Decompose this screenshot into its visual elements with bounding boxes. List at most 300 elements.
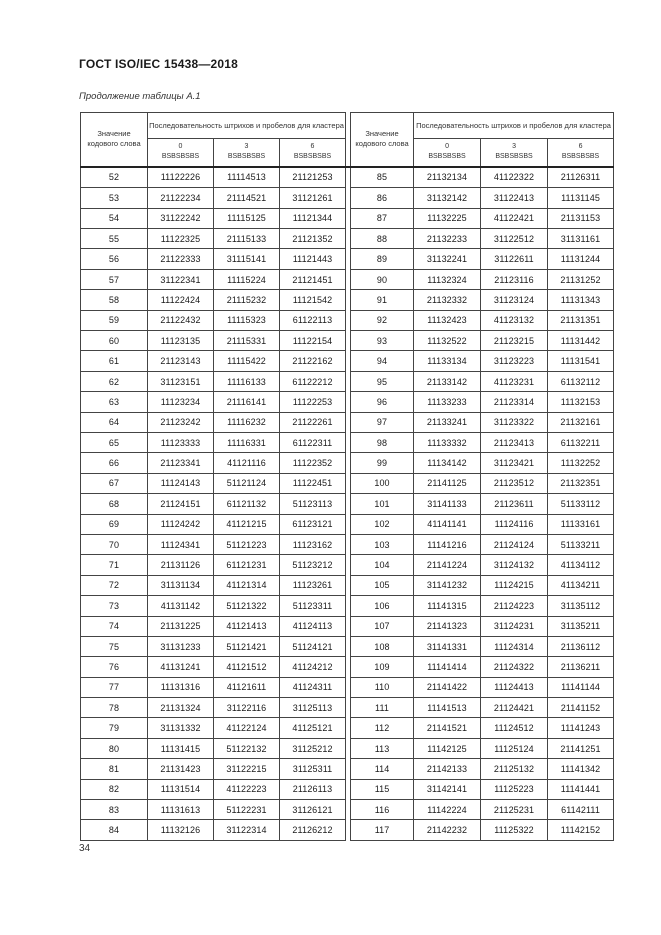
right-cluster-3-sequence-cell: 11124314	[481, 636, 548, 656]
right-codeword-value-cell: 113	[351, 738, 414, 758]
right-cluster-3-sequence-cell: 41122421	[481, 208, 548, 228]
table-row	[81, 473, 614, 493]
left-cluster-6-sequence-cell: 41124113	[280, 616, 346, 636]
left-cluster-0-sequence-cell: 21122234	[148, 188, 214, 208]
left-cluster-3-sequence-cell: 41121314	[214, 575, 280, 595]
right-cluster-0-sequence-cell: 21132332	[414, 290, 481, 310]
document-title: ГОСТ ISO/IEC 15438—2018	[79, 57, 239, 71]
left-codeword-value-cell: 72	[81, 575, 148, 595]
right-cluster-0-sequence-cell: 11142125	[414, 738, 481, 758]
left-cluster-6-sequence-cell: 31125113	[280, 698, 346, 718]
right-codeword-value-cell: 93	[351, 331, 414, 351]
right-cluster-3-sequence-cell: 41123132	[481, 310, 548, 330]
right-cluster-0-sequence-cell: 11132225	[414, 208, 481, 228]
table-row	[81, 759, 614, 779]
left-cluster-6-sequence-cell: 61122212	[280, 371, 346, 391]
left-codeword-value-cell: 53	[81, 188, 148, 208]
left-cluster-6-sequence-cell: 11123162	[280, 534, 346, 554]
table-row	[81, 433, 614, 453]
left-cluster-3-sequence-cell: 41121611	[214, 677, 280, 697]
left-codeword-value-cell: 82	[81, 779, 148, 799]
right-cluster-6-sequence-cell: 41134211	[548, 575, 614, 595]
left-cluster-3-sequence-cell: 11115422	[214, 351, 280, 371]
right-cluster-0-sequence-cell: 11141315	[414, 596, 481, 616]
right-codeword-value-cell: 110	[351, 677, 414, 697]
right-codeword-value-cell: 117	[351, 820, 414, 841]
left-cluster-0-sequence-cell: 11123135	[148, 331, 214, 351]
table-row	[81, 657, 614, 677]
left-cluster-3-sequence-cell: 51122231	[214, 800, 280, 820]
left-cluster-0-sequence-cell: 11123234	[148, 392, 214, 412]
right-codeword-value-cell: 89	[351, 249, 414, 269]
table-row	[81, 249, 614, 269]
left-cluster-3-sequence-cell: 21114521	[214, 188, 280, 208]
left-codeword-value-cell: 64	[81, 412, 148, 432]
right-cluster-6-sequence-cell: 21136211	[548, 657, 614, 677]
left-cluster-3-sequence-cell: 31122116	[214, 698, 280, 718]
right-cluster-6-sequence-cell: 11131541	[548, 351, 614, 371]
left-cluster-6-sequence-cell: 11122154	[280, 331, 346, 351]
right-cluster-3-sequence-cell: 11125223	[481, 779, 548, 799]
left-cluster-6-sequence-cell: 41124212	[280, 657, 346, 677]
left-cluster-0-sequence-cell: 21131324	[148, 698, 214, 718]
right-cluster-6-sequence-cell: 11131244	[548, 249, 614, 269]
table-row	[81, 208, 614, 228]
table-row	[81, 698, 614, 718]
table-row	[81, 331, 614, 351]
left-cluster-3-sequence-cell: 41122124	[214, 718, 280, 738]
left-cluster-3-sequence-cell: 11115125	[214, 208, 280, 228]
left-cluster-6-sequence-cell: 21122261	[280, 412, 346, 432]
right-cluster-0-sequence-cell: 11142224	[414, 800, 481, 820]
left-cluster-3-sequence-cell: 21115232	[214, 290, 280, 310]
right-cluster-0-sequence-cell: 41141141	[414, 514, 481, 534]
left-cluster-6-sequence-cell: 51123311	[280, 596, 346, 616]
left-cluster-0-sequence-cell: 31131134	[148, 575, 214, 595]
table-body	[81, 167, 614, 841]
left-cluster-6-sequence-cell: 61122311	[280, 433, 346, 453]
left-cluster-3-sequence-cell: 31122215	[214, 759, 280, 779]
left-codeword-value-cell: 61	[81, 351, 148, 371]
left-cluster-0-sequence-cell: 11131613	[148, 800, 214, 820]
right-cluster-0-sequence-cell: 21141125	[414, 473, 481, 493]
left-cluster-6-sequence-cell: 51123113	[280, 494, 346, 514]
left-cluster-6-sequence-cell: 21121451	[280, 269, 346, 289]
right-cluster-6-sequence-cell: 51133211	[548, 534, 614, 554]
table-row	[81, 820, 614, 841]
left-cluster-3-sequence-cell: 41122223	[214, 779, 280, 799]
table-row	[81, 779, 614, 799]
right-cluster-0-sequence-cell: 11141414	[414, 657, 481, 677]
left-codeword-value-cell: 69	[81, 514, 148, 534]
right-cluster-0-sequence-cell: 31142141	[414, 779, 481, 799]
right-codeword-value-cell: 105	[351, 575, 414, 595]
right-cluster-3-sequence-cell: 21123413	[481, 433, 548, 453]
left-cluster-6-sequence-cell: 41125121	[280, 718, 346, 738]
right-cluster-6-sequence-cell: 21131153	[548, 208, 614, 228]
left-cluster-3-sequence-cell: 11114513	[214, 167, 280, 188]
right-cluster-3-sequence-cell: 31123421	[481, 453, 548, 473]
right-cluster-6-sequence-cell: 31135112	[548, 596, 614, 616]
left-codeword-value-cell: 81	[81, 759, 148, 779]
right-cluster-0-sequence-cell: 21141323	[414, 616, 481, 636]
right-cluster-6-sequence-cell: 11131343	[548, 290, 614, 310]
left-codeword-value-cell: 71	[81, 555, 148, 575]
right-cluster-6-sequence-cell: 11142152	[548, 820, 614, 841]
left-codeword-value-cell: 54	[81, 208, 148, 228]
right-cluster-0-sequence-cell: 11141216	[414, 534, 481, 554]
table-row	[81, 636, 614, 656]
table-row	[81, 534, 614, 554]
cluster-number: 3	[512, 143, 516, 151]
left-codeword-value-cell: 56	[81, 249, 148, 269]
right-cluster-6-sequence-cell: 31131161	[548, 229, 614, 249]
right-cluster-0-sequence-cell: 21133142	[414, 371, 481, 391]
right-cluster-6-sequence-cell: 21136112	[548, 636, 614, 656]
table-row	[81, 718, 614, 738]
left-cluster-0-sequence-cell: 11131415	[148, 738, 214, 758]
right-cluster-0-sequence-cell: 11132324	[414, 269, 481, 289]
left-cluster-6-sequence-cell: 31126121	[280, 800, 346, 820]
right-cluster-3-sequence-cell: 31124132	[481, 555, 548, 575]
left-cluster-6-sequence-cell: 11123261	[280, 575, 346, 595]
right-cluster-3-sequence-cell: 21123215	[481, 331, 548, 351]
header-cluster-6-left	[280, 139, 346, 167]
table-row	[81, 453, 614, 473]
right-cluster-3-sequence-cell: 41122322	[481, 167, 548, 188]
right-codeword-value-cell: 86	[351, 188, 414, 208]
right-cluster-0-sequence-cell: 21141521	[414, 718, 481, 738]
right-cluster-0-sequence-cell: 21133241	[414, 412, 481, 432]
right-cluster-3-sequence-cell: 31122512	[481, 229, 548, 249]
right-codeword-value-cell: 100	[351, 473, 414, 493]
right-codeword-value-cell: 114	[351, 759, 414, 779]
left-cluster-0-sequence-cell: 11122226	[148, 167, 214, 188]
right-cluster-3-sequence-cell: 31122611	[481, 249, 548, 269]
right-cluster-3-sequence-cell: 21123512	[481, 473, 548, 493]
left-cluster-3-sequence-cell: 41121116	[214, 453, 280, 473]
cluster-pattern: BSBSBSBS	[161, 153, 200, 161]
cluster-number: 6	[578, 143, 583, 151]
left-cluster-6-sequence-cell: 41124311	[280, 677, 346, 697]
header-cluster-3-left	[214, 139, 280, 167]
header-sequence-left: Последовательность штрихов и пробелов для кластера	[148, 113, 346, 139]
left-cluster-0-sequence-cell: 31122242	[148, 208, 214, 228]
right-cluster-3-sequence-cell: 21124124	[481, 534, 548, 554]
right-cluster-6-sequence-cell: 11141342	[548, 759, 614, 779]
right-codeword-value-cell: 115	[351, 779, 414, 799]
left-codeword-value-cell: 66	[81, 453, 148, 473]
left-cluster-3-sequence-cell: 21115133	[214, 229, 280, 249]
right-cluster-6-sequence-cell: 11141243	[548, 718, 614, 738]
right-cluster-3-sequence-cell: 11124512	[481, 718, 548, 738]
right-cluster-0-sequence-cell: 11134142	[414, 453, 481, 473]
right-cluster-0-sequence-cell: 11133332	[414, 433, 481, 453]
right-cluster-3-sequence-cell: 11124116	[481, 514, 548, 534]
right-cluster-6-sequence-cell: 21141251	[548, 738, 614, 758]
left-cluster-6-sequence-cell: 21122162	[280, 351, 346, 371]
right-cluster-6-sequence-cell: 21131252	[548, 269, 614, 289]
right-codeword-value-cell: 108	[351, 636, 414, 656]
right-cluster-3-sequence-cell: 21124322	[481, 657, 548, 677]
right-cluster-6-sequence-cell: 21131351	[548, 310, 614, 330]
right-codeword-value-cell: 96	[351, 392, 414, 412]
header-cluster-6-right	[548, 139, 614, 167]
right-cluster-3-sequence-cell: 31124231	[481, 616, 548, 636]
left-cluster-3-sequence-cell: 51122132	[214, 738, 280, 758]
table-row	[81, 371, 614, 391]
table-row	[81, 800, 614, 820]
left-cluster-3-sequence-cell: 61121132	[214, 494, 280, 514]
left-cluster-6-sequence-cell: 21121253	[280, 167, 346, 188]
left-cluster-6-sequence-cell: 21121352	[280, 229, 346, 249]
cluster-pattern: BSBSBSBS	[227, 153, 266, 161]
right-cluster-3-sequence-cell: 31123223	[481, 351, 548, 371]
cluster-pattern: BSBSBSBS	[561, 153, 600, 161]
right-cluster-0-sequence-cell: 11141513	[414, 698, 481, 718]
cluster-number: 0	[445, 143, 449, 151]
left-cluster-0-sequence-cell: 11124242	[148, 514, 214, 534]
left-cluster-0-sequence-cell: 21123242	[148, 412, 214, 432]
right-cluster-0-sequence-cell: 21141224	[414, 555, 481, 575]
left-codeword-value-cell: 73	[81, 596, 148, 616]
left-cluster-0-sequence-cell: 11124143	[148, 473, 214, 493]
left-cluster-0-sequence-cell: 31123151	[148, 371, 214, 391]
left-cluster-0-sequence-cell: 11131316	[148, 677, 214, 697]
left-cluster-0-sequence-cell: 21122333	[148, 249, 214, 269]
left-codeword-value-cell: 62	[81, 371, 148, 391]
table-row	[81, 555, 614, 575]
right-cluster-6-sequence-cell: 11132153	[548, 392, 614, 412]
left-cluster-3-sequence-cell: 11116232	[214, 412, 280, 432]
table-row	[81, 596, 614, 616]
right-cluster-3-sequence-cell: 31123124	[481, 290, 548, 310]
right-cluster-6-sequence-cell: 11131442	[548, 331, 614, 351]
left-cluster-3-sequence-cell: 41121512	[214, 657, 280, 677]
table-row	[81, 392, 614, 412]
left-cluster-3-sequence-cell: 21115331	[214, 331, 280, 351]
left-cluster-6-sequence-cell: 11121344	[280, 208, 346, 228]
right-cluster-6-sequence-cell: 61142111	[548, 800, 614, 820]
left-cluster-0-sequence-cell: 21122432	[148, 310, 214, 330]
right-codeword-value-cell: 104	[351, 555, 414, 575]
right-cluster-0-sequence-cell: 31132142	[414, 188, 481, 208]
right-cluster-6-sequence-cell: 21126311	[548, 167, 614, 188]
left-codeword-value-cell: 74	[81, 616, 148, 636]
left-cluster-6-sequence-cell: 61122113	[280, 310, 346, 330]
right-codeword-value-cell: 92	[351, 310, 414, 330]
right-cluster-6-sequence-cell: 21132161	[548, 412, 614, 432]
left-codeword-value-cell: 52	[81, 167, 148, 188]
left-cluster-3-sequence-cell: 31122314	[214, 820, 280, 841]
left-cluster-3-sequence-cell: 51121322	[214, 596, 280, 616]
right-codeword-value-cell: 85	[351, 167, 414, 188]
right-cluster-0-sequence-cell: 11132522	[414, 331, 481, 351]
left-cluster-0-sequence-cell: 31131332	[148, 718, 214, 738]
right-codeword-value-cell: 90	[351, 269, 414, 289]
left-cluster-0-sequence-cell: 21123143	[148, 351, 214, 371]
right-cluster-3-sequence-cell: 21123116	[481, 269, 548, 289]
right-cluster-0-sequence-cell: 11133134	[414, 351, 481, 371]
table-row	[81, 167, 614, 188]
left-cluster-6-sequence-cell: 21126212	[280, 820, 346, 841]
right-codeword-value-cell: 102	[351, 514, 414, 534]
left-codeword-value-cell: 68	[81, 494, 148, 514]
right-cluster-3-sequence-cell: 21125132	[481, 759, 548, 779]
right-codeword-value-cell: 109	[351, 657, 414, 677]
cluster-pattern: BSBSBSBS	[293, 153, 332, 161]
left-cluster-6-sequence-cell: 31121261	[280, 188, 346, 208]
right-codeword-value-cell: 94	[351, 351, 414, 371]
left-cluster-0-sequence-cell: 11132126	[148, 820, 214, 841]
left-cluster-0-sequence-cell: 31131233	[148, 636, 214, 656]
header-cluster-0-right	[414, 139, 481, 167]
left-cluster-3-sequence-cell: 11116331	[214, 433, 280, 453]
right-cluster-6-sequence-cell: 21141152	[548, 698, 614, 718]
left-cluster-0-sequence-cell: 11123333	[148, 433, 214, 453]
table-row	[81, 188, 614, 208]
cluster-pattern: BSBSBSBS	[495, 153, 533, 161]
left-cluster-6-sequence-cell: 31125212	[280, 738, 346, 758]
right-codeword-value-cell: 91	[351, 290, 414, 310]
right-cluster-0-sequence-cell: 21141422	[414, 677, 481, 697]
left-cluster-6-sequence-cell: 31125311	[280, 759, 346, 779]
header-cluster-3-right	[481, 139, 548, 167]
cluster-number: 0	[178, 143, 183, 151]
left-cluster-6-sequence-cell: 11122253	[280, 392, 346, 412]
right-cluster-3-sequence-cell: 11124413	[481, 677, 548, 697]
left-cluster-6-sequence-cell: 51124121	[280, 636, 346, 656]
right-codeword-value-cell: 111	[351, 698, 414, 718]
right-cluster-3-sequence-cell: 21124223	[481, 596, 548, 616]
left-cluster-3-sequence-cell: 51121124	[214, 473, 280, 493]
right-cluster-6-sequence-cell: 31135211	[548, 616, 614, 636]
left-codeword-value-cell: 57	[81, 269, 148, 289]
left-cluster-0-sequence-cell: 21131423	[148, 759, 214, 779]
header-codeword-value-left: Значение кодового слова	[81, 113, 148, 167]
right-cluster-3-sequence-cell: 21123611	[481, 494, 548, 514]
left-cluster-3-sequence-cell: 11116133	[214, 371, 280, 391]
right-codeword-value-cell: 103	[351, 534, 414, 554]
left-cluster-6-sequence-cell: 11122352	[280, 453, 346, 473]
left-cluster-0-sequence-cell: 11122424	[148, 290, 214, 310]
right-codeword-value-cell: 98	[351, 433, 414, 453]
right-cluster-6-sequence-cell: 61132211	[548, 433, 614, 453]
left-cluster-6-sequence-cell: 61123121	[280, 514, 346, 534]
left-cluster-6-sequence-cell: 11121542	[280, 290, 346, 310]
codeword-table	[80, 112, 614, 841]
left-cluster-0-sequence-cell: 21124151	[148, 494, 214, 514]
header-sequence-right: Последовательность штрихов и пробелов для кластера	[414, 113, 614, 139]
right-codeword-value-cell: 116	[351, 800, 414, 820]
right-cluster-6-sequence-cell: 41134112	[548, 555, 614, 575]
right-cluster-3-sequence-cell: 41123231	[481, 371, 548, 391]
right-cluster-6-sequence-cell: 11131145	[548, 188, 614, 208]
right-cluster-0-sequence-cell: 21142133	[414, 759, 481, 779]
right-codeword-value-cell: 97	[351, 412, 414, 432]
right-cluster-3-sequence-cell: 31123322	[481, 412, 548, 432]
left-cluster-0-sequence-cell: 21123341	[148, 453, 214, 473]
left-cluster-3-sequence-cell: 61121231	[214, 555, 280, 575]
right-cluster-6-sequence-cell: 11132252	[548, 453, 614, 473]
table-row	[81, 229, 614, 249]
left-codeword-value-cell: 58	[81, 290, 148, 310]
left-codeword-value-cell: 79	[81, 718, 148, 738]
table-row	[81, 677, 614, 697]
left-cluster-0-sequence-cell: 11124341	[148, 534, 214, 554]
cluster-pattern: BSBSBSBS	[428, 153, 466, 161]
right-codeword-value-cell: 106	[351, 596, 414, 616]
page-number: 34	[79, 843, 91, 854]
table-row	[81, 269, 614, 289]
left-cluster-6-sequence-cell: 51123212	[280, 555, 346, 575]
left-cluster-6-sequence-cell: 11121443	[280, 249, 346, 269]
left-codeword-value-cell: 59	[81, 310, 148, 330]
left-codeword-value-cell: 60	[81, 331, 148, 351]
right-codeword-value-cell: 95	[351, 371, 414, 391]
left-codeword-value-cell: 70	[81, 534, 148, 554]
header-cluster-0-left	[148, 139, 214, 167]
right-cluster-3-sequence-cell: 21123314	[481, 392, 548, 412]
left-cluster-3-sequence-cell: 41121215	[214, 514, 280, 534]
right-cluster-3-sequence-cell: 11125322	[481, 820, 548, 841]
left-cluster-3-sequence-cell: 51121223	[214, 534, 280, 554]
right-cluster-3-sequence-cell: 11125124	[481, 738, 548, 758]
table-row	[81, 494, 614, 514]
left-cluster-0-sequence-cell: 21131126	[148, 555, 214, 575]
table-row	[81, 412, 614, 432]
left-cluster-3-sequence-cell: 41121413	[214, 616, 280, 636]
right-cluster-3-sequence-cell: 31122413	[481, 188, 548, 208]
table-row	[81, 310, 614, 330]
left-codeword-value-cell: 78	[81, 698, 148, 718]
right-cluster-0-sequence-cell: 11133233	[414, 392, 481, 412]
right-cluster-0-sequence-cell: 21132233	[414, 229, 481, 249]
right-cluster-0-sequence-cell: 31141232	[414, 575, 481, 595]
header-codeword-value-right: Значение кодового слова	[351, 113, 414, 167]
left-cluster-0-sequence-cell: 11122325	[148, 229, 214, 249]
left-codeword-value-cell: 65	[81, 433, 148, 453]
right-codeword-value-cell: 87	[351, 208, 414, 228]
right-cluster-0-sequence-cell: 31132241	[414, 249, 481, 269]
left-codeword-value-cell: 77	[81, 677, 148, 697]
cluster-number: 6	[310, 143, 315, 151]
right-cluster-3-sequence-cell: 21124421	[481, 698, 548, 718]
left-codeword-value-cell: 76	[81, 657, 148, 677]
right-cluster-6-sequence-cell: 51133112	[548, 494, 614, 514]
right-cluster-6-sequence-cell: 11141441	[548, 779, 614, 799]
right-cluster-6-sequence-cell: 61132112	[548, 371, 614, 391]
cluster-number: 3	[244, 143, 249, 151]
left-codeword-value-cell: 75	[81, 636, 148, 656]
table-row	[81, 351, 614, 371]
left-cluster-3-sequence-cell: 31115141	[214, 249, 280, 269]
left-codeword-value-cell: 84	[81, 820, 148, 841]
right-cluster-0-sequence-cell: 31141133	[414, 494, 481, 514]
left-codeword-value-cell: 83	[81, 800, 148, 820]
right-cluster-0-sequence-cell: 11132423	[414, 310, 481, 330]
left-cluster-0-sequence-cell: 31122341	[148, 269, 214, 289]
left-codeword-value-cell: 63	[81, 392, 148, 412]
table-row	[81, 514, 614, 534]
left-cluster-3-sequence-cell: 21116141	[214, 392, 280, 412]
right-codeword-value-cell: 107	[351, 616, 414, 636]
right-cluster-0-sequence-cell: 21142232	[414, 820, 481, 841]
left-cluster-6-sequence-cell: 11122451	[280, 473, 346, 493]
table-row	[81, 738, 614, 758]
right-cluster-0-sequence-cell: 21132134	[414, 167, 481, 188]
table-row	[81, 575, 614, 595]
